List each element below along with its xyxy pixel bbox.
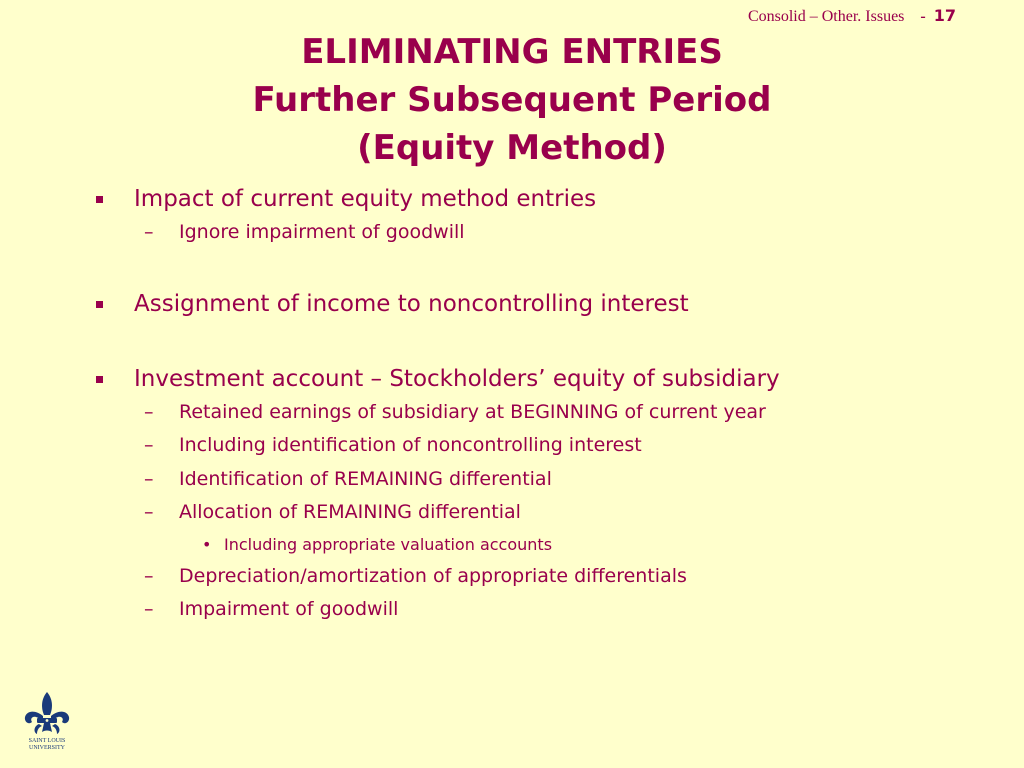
sub-bullet-item xyxy=(94,593,974,627)
bullet-list xyxy=(94,182,974,627)
sub-bullet-text: Impairment of goodwill xyxy=(179,598,399,620)
logo-line-1: SAINT LOUIS xyxy=(28,738,66,744)
sub-bullet-item xyxy=(94,463,974,497)
dash-bullet: – xyxy=(144,400,154,423)
page-number: 17 xyxy=(933,6,956,25)
header-separator: - xyxy=(920,8,926,25)
title-line-3: (Equity Method) xyxy=(357,128,667,168)
sub-sub-bullet-item xyxy=(94,530,974,560)
sub-bullet-item xyxy=(94,496,974,530)
sub-bullet-item xyxy=(94,560,974,594)
fleur-de-lis-icon xyxy=(22,690,72,738)
sub-bullet-item xyxy=(94,216,974,250)
title-line-2: Further Subsequent Period xyxy=(252,80,772,120)
title-line-1: ELIMINATING ENTRIES xyxy=(301,32,723,72)
square-bullet-icon xyxy=(96,196,103,203)
bullet-text: Investment account – Stockholders’ equity of subsidiary xyxy=(134,365,780,392)
university-logo xyxy=(22,690,72,756)
sub-bullet-item xyxy=(94,429,974,463)
logo-wordmark xyxy=(22,738,72,752)
sub-bullet-item xyxy=(94,396,974,430)
sub-bullet-text: Ignore impairment of goodwill xyxy=(179,221,465,243)
square-bullet-icon xyxy=(96,301,103,308)
dash-bullet: – xyxy=(144,598,154,620)
sub-bullet-text: Allocation of REMAINING differential xyxy=(179,501,521,523)
logo-line-2: UNIVERSITY xyxy=(29,745,65,751)
sub-sub-bullet-text: Including appropriate valuation accounts xyxy=(224,534,553,554)
sub-bullet-text: Depreciation/amortization of appropriate differentials xyxy=(179,564,687,587)
sub-bullet-text: Identification of REMAINING differential xyxy=(179,467,552,490)
sub-bullet-text: Retained earnings of subsidiary at BEGINNING of current year xyxy=(179,400,766,423)
sub-bullet-text: Including identification of noncontrolling interest xyxy=(179,434,642,456)
slide-header xyxy=(748,6,956,26)
bullet-item xyxy=(94,182,974,216)
dash-bullet: – xyxy=(144,467,154,490)
bullet-item xyxy=(94,287,974,321)
slide-title xyxy=(0,28,1024,172)
bullet-item xyxy=(94,362,974,396)
course-name: Consolid – Other. Issues xyxy=(747,8,905,25)
bullet-text: Assignment of income to noncontrolling interest xyxy=(134,290,689,317)
dash-bullet: – xyxy=(144,221,154,243)
dot-bullet: • xyxy=(202,534,212,554)
dash-bullet: – xyxy=(144,434,154,456)
dash-bullet: – xyxy=(144,564,154,587)
bullet-text: Impact of current equity method entries xyxy=(134,186,597,212)
square-bullet-icon xyxy=(96,376,103,383)
dash-bullet: – xyxy=(144,501,154,523)
